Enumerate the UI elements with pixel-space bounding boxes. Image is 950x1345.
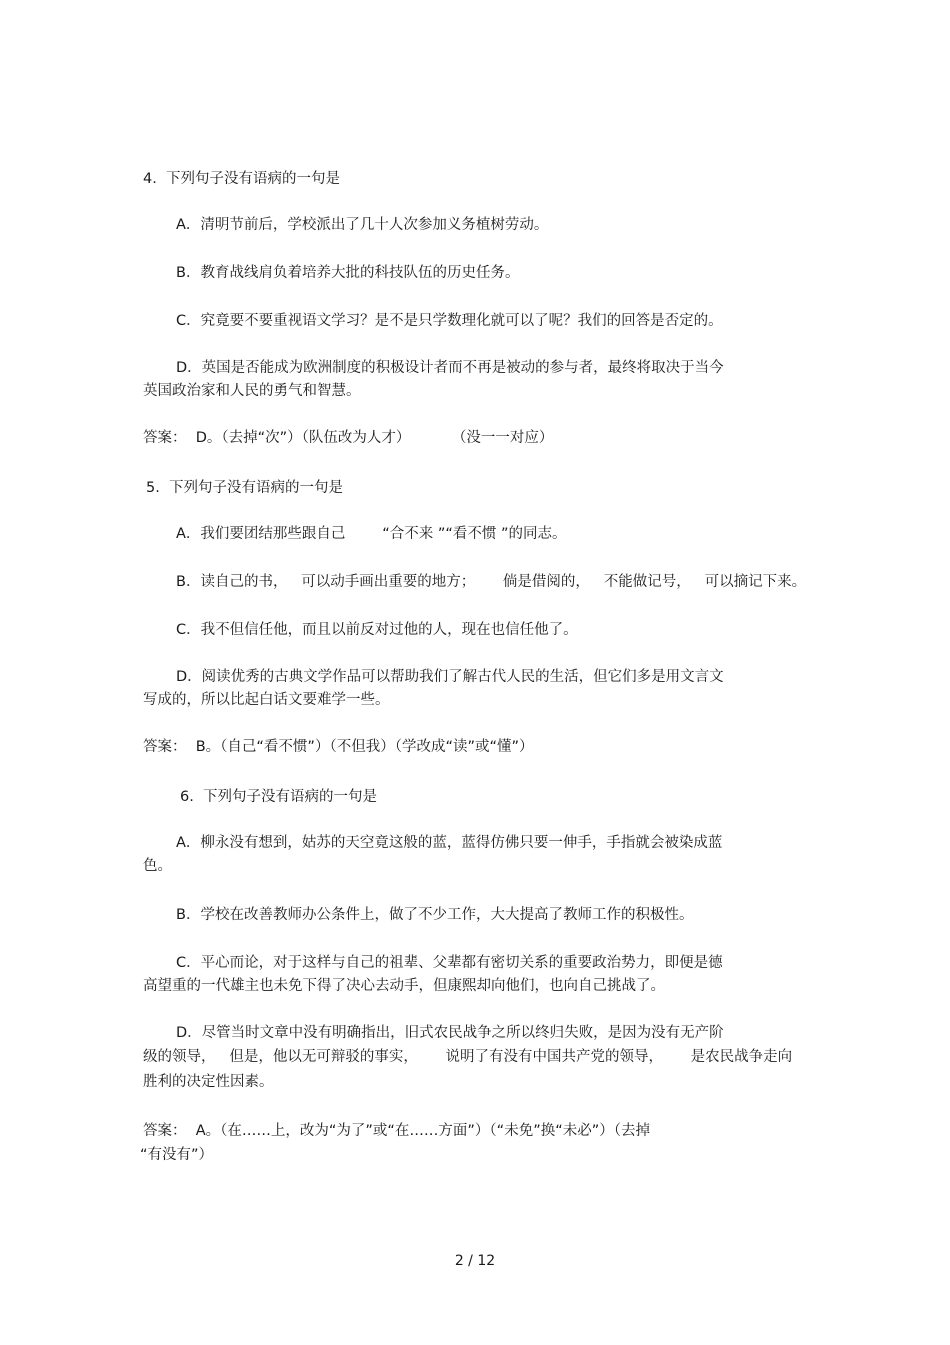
question-4-option-a: A．清明节前后，学校派出了几十人次参加义务植树劳动。	[176, 217, 549, 233]
question-5-option-b: B．读自己的书， 可以动手画出重要的地方； 倘是借阅的， 不能做记号， 可以摘记下来。	[176, 574, 807, 590]
question-6-option-c-line1: C．平心而论，对于这样与自己的祖辈、父辈都有密切关系的重要政治势力，即便是德	[176, 955, 723, 971]
question-4-option-d-line1: D．英国是否能成为欧洲制度的积极设计者而不再是被动的参与者，最终将取决于当今	[176, 360, 724, 376]
question-4-option-c: C．究竟要不要重视语文学习？是不是只学数理化就可以了呢？我们的回答是否定的。	[176, 313, 723, 329]
question-6-option-b: B．学校在改善教师办公条件上，做了不少工作，大大提高了教师工作的积极性。	[176, 907, 694, 923]
question-6-option-c-line2: 高望重的一代雄主也未免下得了决心去动手，但康熙却向他们，也向自己挑战了。	[143, 978, 665, 994]
question-5-option-a: A．我们要团结那些跟自己 “合不来 ”“看不惯 ”的同志。	[176, 526, 567, 542]
question-5-option-c: C．我不但信任他，而且以前反对过他的人，现在也信任他了。	[176, 622, 578, 638]
page-number: 2 / 12	[454, 1253, 496, 1269]
question-5-answer: 答案： B。（自己“看不惯”）（不但我）（学改成“读”或“懂”）	[143, 739, 534, 755]
question-5-option-d-line1: D．阅读优秀的古典文学作品可以帮助我们了解古代人民的生活，但它们多是用文言文	[176, 669, 724, 685]
question-6-option-a-line2: 色。	[143, 858, 172, 874]
question-5-stem: 5. 下列句子没有语病的一句是	[146, 480, 344, 496]
question-4-option-b: B．教育战线肩负着培养大批的科技队伍的历史任务。	[176, 265, 520, 281]
question-4-option-d-line2: 英国政治家和人民的勇气和智慧。	[143, 383, 361, 399]
question-4-stem: 4. 下列句子没有语病的一句是	[143, 171, 341, 187]
question-6-option-d-line1: D．尽管当时文章中没有明确指出，旧式农民战争之所以终归失败，是因为没有无产阶	[176, 1025, 724, 1041]
question-6-answer-line2: “有没有”）	[140, 1147, 214, 1163]
question-4-answer: 答案： D。（去掉“次”）（队伍改为人才） （没一一对应）	[143, 430, 554, 446]
question-6-option-a-line1: A．柳永没有想到，姑苏的天空竟这般的蓝，蓝得仿佛只要一伸手，手指就会被染成蓝	[176, 835, 723, 851]
question-6-option-d-line3: 胜利的决定性因素。	[143, 1074, 274, 1090]
question-6-answer-line1: 答案： A。（在……上，改为“为了”或“在……方面”）（“未免”换“未必”）（去掉	[143, 1123, 650, 1139]
question-5-option-d-line2: 写成的，所以比起白话文要难学一些。	[143, 692, 390, 708]
question-6-option-d-line2: 级的领导， 但是，他以无可辩驳的事实， 说明了有没有中国共产党的领导， 是农民战争走向	[143, 1049, 793, 1065]
question-6-stem: 6. 下列句子没有语病的一句是	[180, 789, 378, 805]
